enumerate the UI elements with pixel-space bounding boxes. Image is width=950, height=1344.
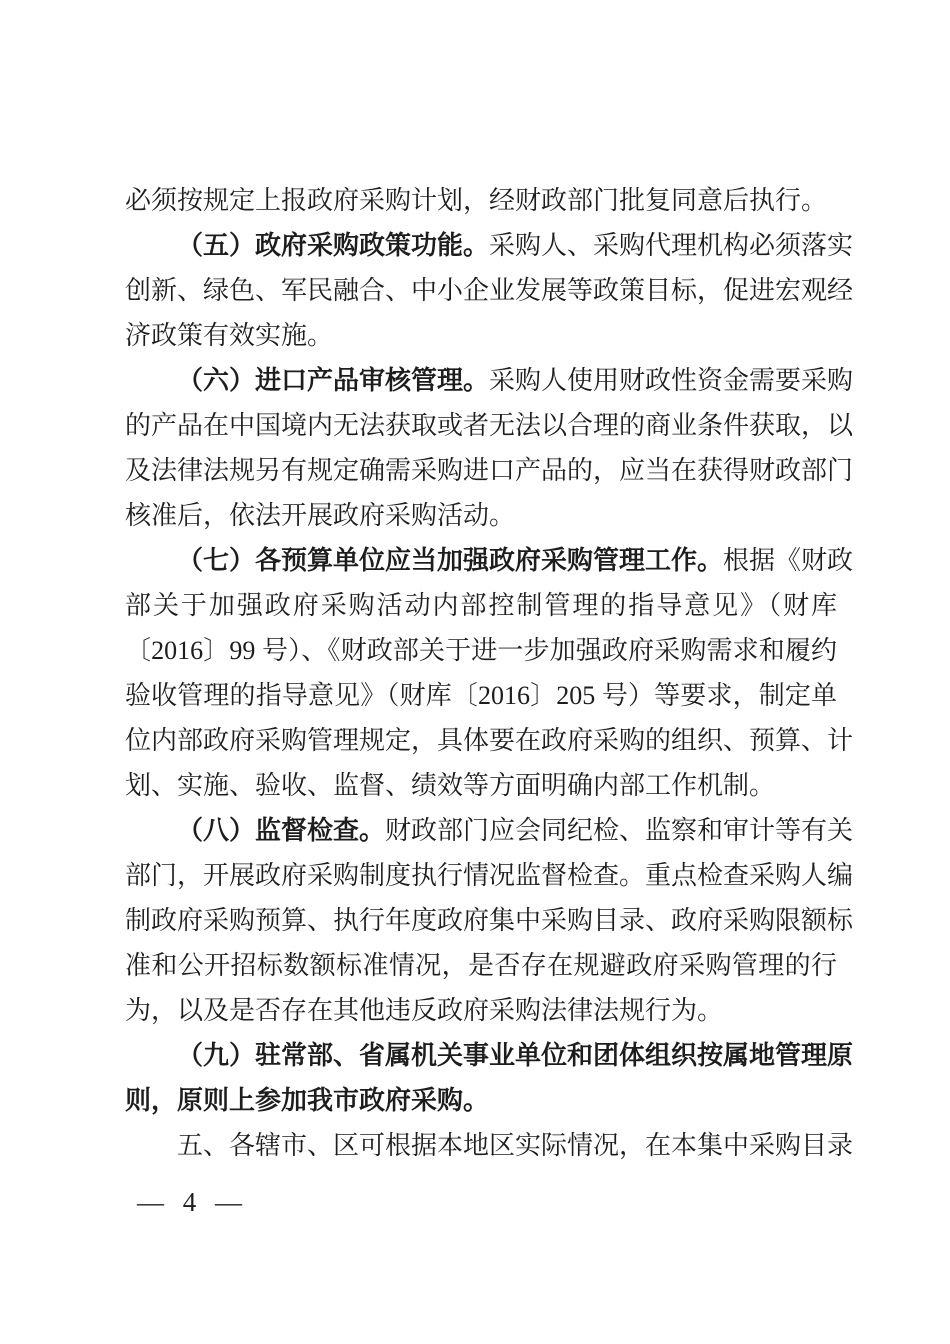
text-line bbox=[125, 1078, 837, 1123]
text-line bbox=[125, 628, 837, 673]
text-line bbox=[125, 313, 837, 358]
text-line bbox=[125, 808, 854, 853]
text-segment: 验收管理的指导意见》（财库〔2016〕205 号）等要求，制定单 bbox=[125, 681, 837, 710]
text-line bbox=[125, 178, 837, 223]
text-segment: 五、各辖市、区可根据本地区实际情况，在本集中采购目录 bbox=[177, 1131, 854, 1160]
bold-text-segment: （七）各预算单位应当加强政府采购管理工作。 bbox=[177, 546, 724, 575]
bold-text-segment: （五）政府采购政策功能。 bbox=[177, 231, 490, 260]
text-segment: 根据《财政 bbox=[723, 546, 854, 575]
text-line bbox=[125, 1123, 854, 1168]
bold-text-segment: （六）进口产品审核管理。 bbox=[177, 366, 490, 395]
text-line bbox=[125, 718, 854, 763]
text-line bbox=[125, 853, 854, 898]
text-line bbox=[125, 943, 837, 988]
text-segment: 济政策有效实施。 bbox=[125, 321, 334, 350]
text-line bbox=[125, 898, 854, 943]
text-segment: 部关于加强政府采购活动内部控制管理的指导意见》（财库 bbox=[125, 591, 837, 620]
text-line bbox=[125, 1033, 854, 1078]
text-line bbox=[125, 493, 837, 538]
text-segment: 采购人使用财政性资金需要采购 bbox=[489, 366, 854, 395]
text-line bbox=[125, 268, 854, 313]
bold-text-segment: 则，原则上参加我市政府采购。 bbox=[125, 1086, 490, 1115]
text-segment: 的产品在中国境内无法获取或者无法以合理的商业条件获取，以 bbox=[125, 411, 854, 440]
document-body bbox=[125, 178, 854, 1168]
text-segment: 位内部政府采购管理规定，具体要在政府采购的组织、预算、计 bbox=[125, 726, 854, 755]
text-line bbox=[125, 358, 854, 403]
text-segment: 划、实施、验收、监督、绩效等方面明确内部工作机制。 bbox=[125, 771, 776, 800]
text-segment: 制政府采购预算、执行年度政府集中采购目录、政府采购限额标 bbox=[125, 906, 854, 935]
page-number: — 4 — bbox=[137, 1187, 244, 1217]
text-segment: 部门，开展政府采购制度执行情况监督检查。重点检查采购人编 bbox=[125, 861, 854, 890]
bold-text-segment: （九）驻常部、省属机关事业单位和团体组织按属地管理原 bbox=[177, 1041, 854, 1070]
text-segment: 财政部门应会同纪检、监察和审计等有关 bbox=[385, 816, 854, 845]
text-line bbox=[125, 763, 837, 808]
text-segment: 必须按规定上报政府采购计划，经财政部门批复同意后执行。 bbox=[125, 186, 828, 215]
text-segment: 采购人、采购代理机构必须落实 bbox=[489, 231, 854, 260]
text-line bbox=[125, 538, 854, 583]
text-line bbox=[125, 403, 854, 448]
text-segment: 创新、绿色、军民融合、中小企业发展等政策目标，促进宏观经 bbox=[125, 276, 854, 305]
text-line bbox=[125, 448, 854, 493]
text-line bbox=[125, 988, 837, 1033]
text-segment: 〔2016〕99 号）、《财政部关于进一步加强政府采购需求和履约 bbox=[125, 636, 837, 665]
text-line bbox=[125, 223, 854, 268]
text-segment: 核准后，依法开展政府采购活动。 bbox=[125, 501, 516, 530]
text-line bbox=[125, 583, 837, 628]
text-segment: 准和公开招标数额标准情况，是否存在规避政府采购管理的行 bbox=[125, 951, 837, 980]
text-segment: 及法律法规另有规定确需采购进口产品的，应当在获得财政部门 bbox=[125, 456, 854, 485]
text-segment: 为，以及是否存在其他违反政府采购法律法规行为。 bbox=[125, 996, 724, 1025]
bold-text-segment: （八）监督检查。 bbox=[177, 816, 386, 845]
text-line bbox=[125, 673, 837, 718]
